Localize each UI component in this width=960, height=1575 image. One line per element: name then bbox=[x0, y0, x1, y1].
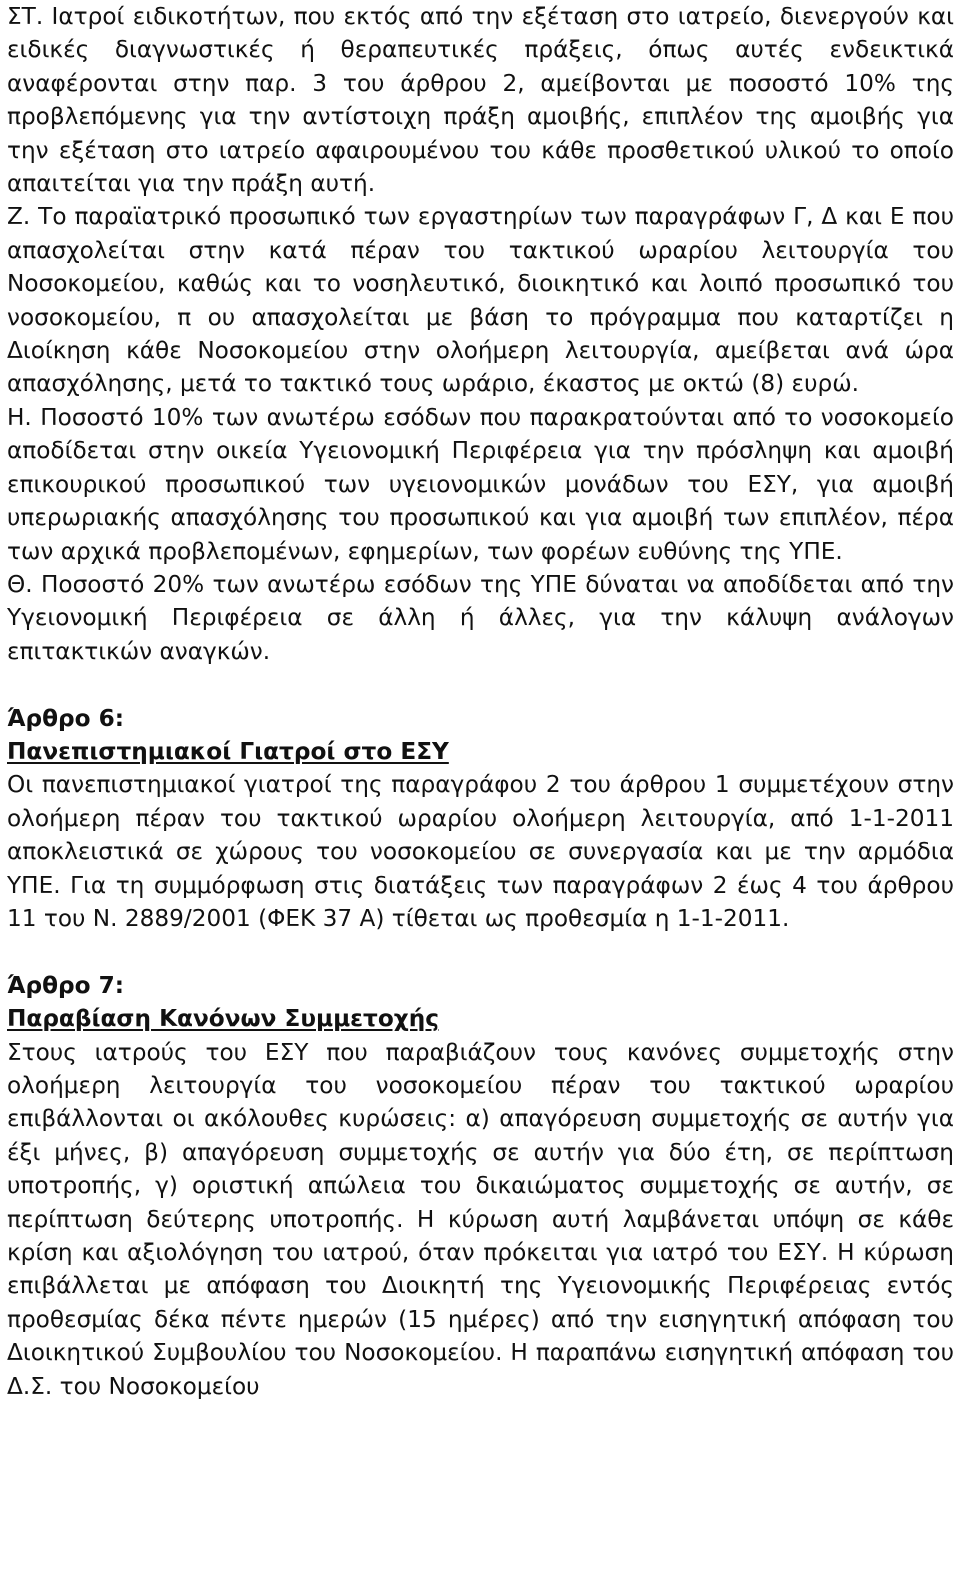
section-spacer bbox=[7, 668, 954, 701]
document-page bbox=[7, 0, 954, 1403]
section-spacer bbox=[7, 935, 954, 968]
article-6-heading: Άρθρο 6: bbox=[7, 704, 125, 732]
article-6-title-text: Πανεπιστημιακοί Γιατροί στο ΕΣΥ bbox=[7, 737, 449, 765]
article-6-title bbox=[7, 735, 954, 768]
paragraph-st: ΣΤ. Ιατροί ειδικοτήτων, που εκτός από την εξέταση στο ιατρείο, διενεργούν και ειδικές διαγνωστικές ή θεραπευτικές πράξεις, όπως αυτές ενδεικτικά αναφέρονται στην παρ. 3 του άρθρου 2, αμείβονται με ποσοστό 10% της προβλεπόμενης για την αντίστοιχη πράξη αμοιβής, επιπλέον της αμοιβής για την εξέταση στο ιατρείο αφαιρουμένου του κάθε προσθετικού υλικού το οποίο απαιτείται για την πράξη αυτή. bbox=[7, 3, 954, 198]
paragraph-th: Θ. Ποσοστό 20% των ανωτέρω εσόδων της ΥΠΕ δύναται να αποδίδεται από την Υγειονομική Περιφέρεια σε άλλη ή άλλες, για την κάλυψη ανάλογων επιτακτικών αναγκών. bbox=[7, 570, 954, 665]
article-7-body: Στους ιατρούς του ΕΣΥ που παραβιάζουν τους κανόνες συμμετοχής στην ολοήμερη λειτουργία του νοσοκομείου πέραν του τακτικού ωραρίου επιβάλλονται οι ακόλουθες κυρώσεις: α) απαγόρευση συμμετοχής σε αυτήν για έξι μήνες, β) απαγόρευση συμμετοχής σε αυτήν για δύο έτη, σε περίπτωση υποτροπής, γ) οριστική απώλεια του δικαιώματος συμμετοχής σε αυτήν, σε περίπτωση δεύτερης υποτροπής. Η κύρωση αυτή λαμβάνεται υπόψη σε κάθε κρίση και αξιολόγηση του ιατρού, όταν πρόκειται για ιατρό του ΕΣΥ. Η κύρωση επιβάλλεται με απόφαση του Διοικητή της Υγειονομικής Περιφέρειας εντός προθεσμίας δέκα πέντε ημερών (15 ημέρες) από την εισηγητική απόφαση του Διοικητικού Συμβουλίου του Νοσοκομείου. Η παραπάνω εισηγητική απόφαση του Δ.Σ. του Νοσοκομείου bbox=[7, 1038, 954, 1400]
paragraph-i: Η. Ποσοστό 10% των ανωτέρω εσόδων που παρακρατούνται από το νοσοκομείο αποδίδεται στην οικεία Υγειονομική Περιφέρεια για την πρόσληψη και αμοιβή επικουρικού προσωπικού των υγειονομικών μονάδων του ΕΣΥ, για αμοιβή υπερωριακής απασχόλησης του προσωπικού και για αμοιβή των επιπλέον, πέρα των αρχικά προβλεπομένων, εφημερίων, των φορέων ευθύνης της ΥΠΕ. bbox=[7, 403, 954, 565]
article-6-body: Οι πανεπιστημιακοί γιατροί της παραγράφου 2 του άρθρου 1 συμμετέχουν στην ολοήμερη πέραν του τακτικού ωραρίου ολοήμερη λειτουργία, από 1-1-2011 αποκλειστικά σε χώρους του νοσοκομείου σε συνεργασία και με την αρμόδια ΥΠΕ. Για τη συμμόρφωση στις διατάξεις των παραγράφων 2 έως 4 του άρθρου 11 του Ν. 2889/2001 (ΦΕΚ 37 Α) τίθεται ως προθεσμία η 1-1-2011. bbox=[7, 771, 954, 932]
article-7-title-text: Παραβίαση Κανόνων Συμμετοχής bbox=[7, 1005, 439, 1033]
article-7-heading: Άρθρο 7: bbox=[7, 971, 125, 999]
article-7-title bbox=[7, 1002, 954, 1035]
paragraph-z: Ζ. Το παραϊατρικό προσωπικό των εργαστηρίων των παραγράφων Γ, Δ και Ε που απασχολείται στην κατά πέραν του τακτικού ωραρίου λειτουργία του Νοσοκομείου, καθώς και το νοσηλευτικό, διοικητικό και λοιπό προσωπικό του νοσοκομείου, π ου απασχολείται με βάση το πρόγραμμα που καταρτίζει η Διοίκηση κάθε Νοσοκομείου στην ολοήμερη λειτουργία, αμείβεται ανά ώρα απασχόλησης, μετά το τακτικό τους ωράριο, έκαστος με οκτώ (8) ευρώ. bbox=[7, 203, 954, 398]
